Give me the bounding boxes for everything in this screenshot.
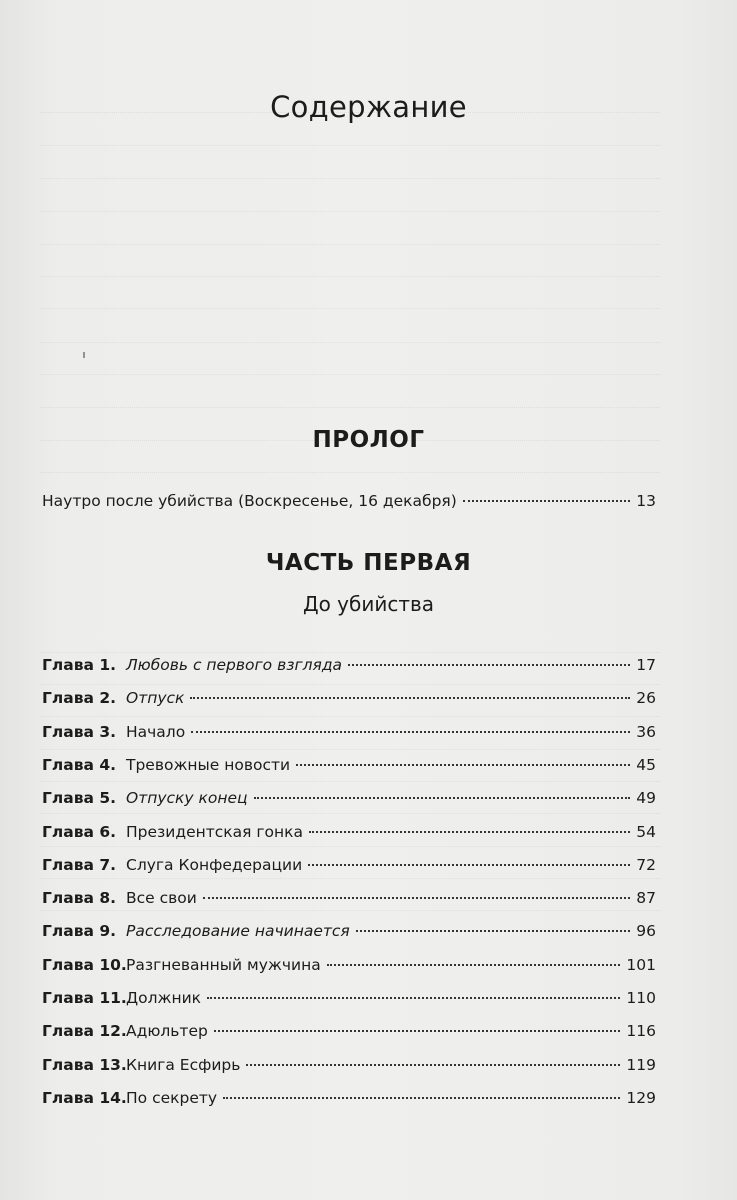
- toc-entry[interactable]: [42, 689, 656, 715]
- chapter-title: Слуга Конфедерации: [126, 855, 303, 874]
- toc-entry[interactable]: [42, 889, 656, 915]
- chapter-title: Должник: [126, 989, 202, 1007]
- leader-dots: [463, 500, 630, 502]
- chapter-number: Глава 2.: [42, 689, 117, 708]
- toc-entry[interactable]: [42, 1056, 656, 1082]
- prologue-heading: ПРОЛОГ: [312, 427, 425, 453]
- leader-dots: [356, 930, 631, 932]
- leader-dots: [296, 764, 630, 766]
- toc-entry[interactable]: [42, 922, 656, 948]
- chapter-number: Глава 11.: [42, 989, 127, 1007]
- chapter-page: 116: [626, 1022, 656, 1041]
- chapter-number: Глава 1.: [42, 656, 117, 674]
- chapter-number: Глава 9.: [42, 922, 117, 941]
- chapter-number: Глава 13.: [42, 1055, 127, 1074]
- chapter-page: 110: [626, 989, 656, 1007]
- chapter-page: 17: [636, 656, 656, 674]
- toc-entry[interactable]: [42, 756, 656, 782]
- chapter-page: 87: [636, 889, 656, 908]
- chapter-page: 36: [636, 722, 656, 741]
- page-mark: [83, 352, 85, 358]
- leader-dots: [254, 797, 631, 799]
- chapter-page: 96: [636, 922, 656, 941]
- chapter-title: Расследование начинается: [126, 922, 350, 941]
- toc-entry[interactable]: [42, 856, 656, 882]
- leader-dots: [309, 831, 630, 833]
- toc-entry-prologue[interactable]: [42, 492, 656, 518]
- chapter-title: Книга Есфирь: [126, 1055, 241, 1074]
- leader-dots: [214, 1030, 621, 1032]
- chapter-page: 54: [636, 822, 656, 841]
- entry-title: Наутро после убийства (Воскресенье, 16 декабря): [42, 492, 457, 510]
- chapter-number: Глава 4.: [42, 755, 117, 774]
- toc-entry[interactable]: [42, 1089, 656, 1115]
- chapter-title: Тревожные новости: [126, 755, 291, 774]
- toc-entry[interactable]: [42, 656, 656, 682]
- chapter-number: Глава 10.: [42, 955, 127, 974]
- chapter-title: Разгневанный мужчина: [126, 955, 321, 974]
- chapter-title: Адюльтер: [126, 1022, 208, 1041]
- chapter-title: Начало: [126, 722, 186, 741]
- leader-dots: [207, 997, 620, 999]
- chapter-page: 129: [626, 1088, 656, 1107]
- chapter-title: Все свои: [126, 889, 197, 908]
- chapter-title: Отпуск: [126, 689, 185, 708]
- chapter-number: Глава 8.: [42, 889, 117, 908]
- chapter-number: Глава 5.: [42, 789, 117, 808]
- chapter-number: Глава 6.: [42, 822, 117, 841]
- chapter-page: 26: [636, 689, 656, 708]
- toc-entry[interactable]: [42, 1022, 656, 1048]
- chapter-page: 101: [626, 955, 656, 974]
- toc-entry[interactable]: [42, 723, 656, 749]
- leader-dots: [190, 697, 630, 699]
- chapter-title: Любовь с первого взгляда: [126, 656, 343, 674]
- chapter-title: Отпуску конец: [126, 789, 248, 808]
- leader-dots: [327, 964, 621, 966]
- chapter-number: Глава 3.: [42, 722, 117, 741]
- leader-dots: [191, 731, 630, 733]
- leader-dots: [223, 1097, 620, 1099]
- chapter-title: По секрету: [126, 1088, 218, 1107]
- toc-entry[interactable]: [42, 789, 656, 815]
- page-title: Содержание: [270, 90, 467, 124]
- chapter-page: 72: [636, 855, 656, 874]
- leader-dots: [348, 664, 630, 666]
- chapter-number: Глава 7.: [42, 855, 117, 874]
- part-one-subheading: До убийства: [302, 592, 435, 616]
- toc-entry[interactable]: [42, 823, 656, 849]
- chapter-page: 45: [636, 755, 656, 774]
- leader-dots: [246, 1064, 620, 1066]
- leader-dots: [308, 864, 630, 866]
- chapter-number: Глава 14.: [42, 1088, 127, 1107]
- toc-entry[interactable]: [42, 956, 656, 982]
- entry-page: 13: [636, 492, 656, 510]
- chapter-page: 119: [626, 1055, 656, 1074]
- toc-entry[interactable]: [42, 989, 656, 1015]
- chapter-page: 49: [636, 789, 656, 808]
- chapter-title: Президентская гонка: [126, 822, 304, 841]
- leader-dots: [203, 897, 630, 899]
- part-one-heading: ЧАСТЬ ПЕРВАЯ: [265, 550, 472, 576]
- chapter-number: Глава 12.: [42, 1022, 127, 1041]
